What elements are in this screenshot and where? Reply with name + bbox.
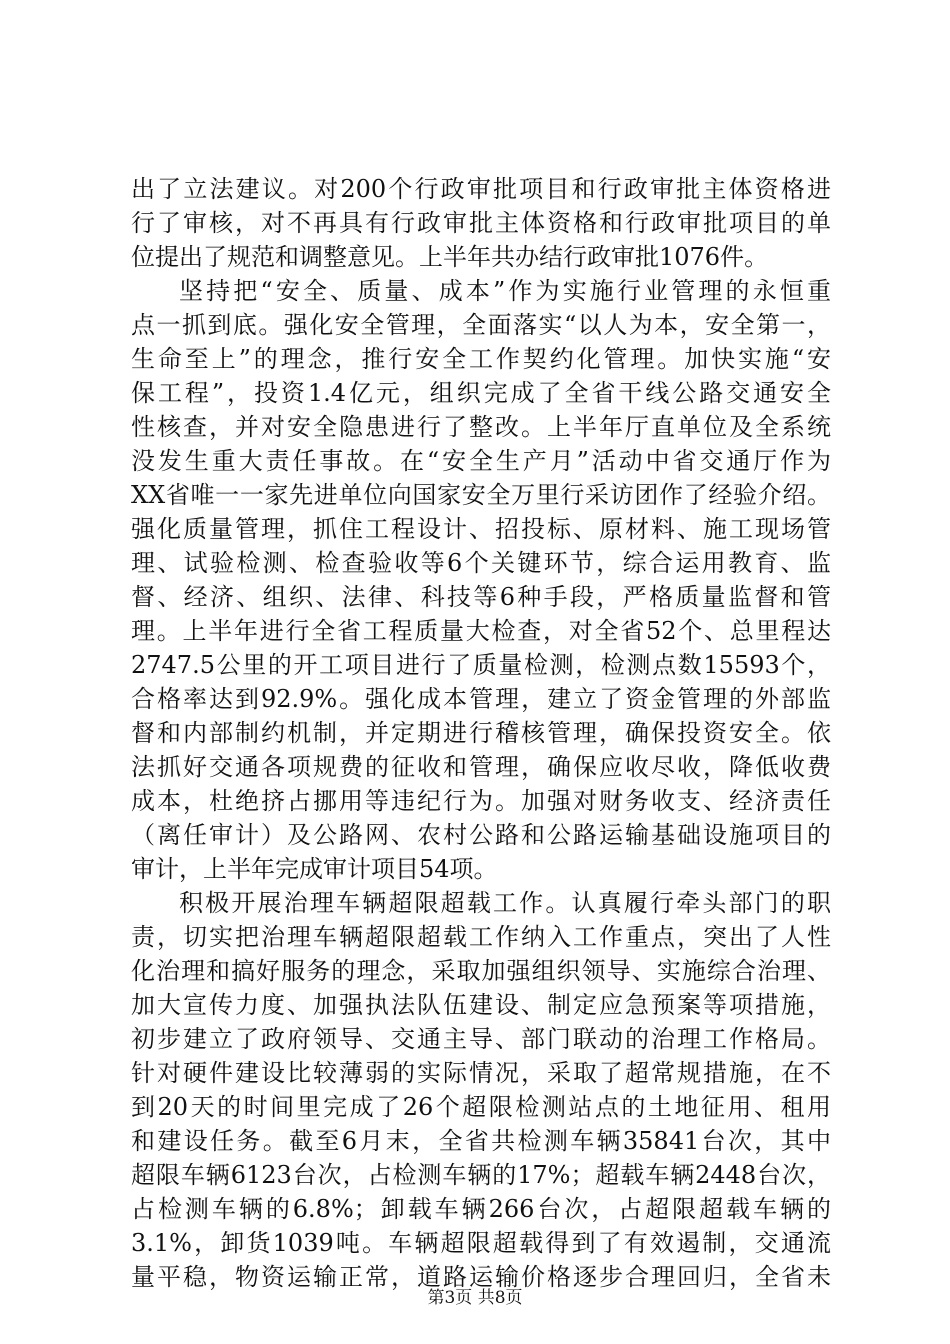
text-line: 法抓好交通各项规费的征收和管理，确保应收尽收，降低收费 <box>131 753 831 781</box>
text-line: 性核查，并对安全隐患进行了整改。上半年厅直单位及全系统 <box>131 413 831 441</box>
text-line: 督和内部制约机制，并定期进行稽核管理，确保投资安全。依 <box>131 719 831 747</box>
text-line: 出了立法建议。对200个行政审批项目和行政审批主体资格进 <box>131 175 831 203</box>
paragraph <box>131 886 831 1294</box>
text-line: 2747.5公里的开工项目进行了质量检测，检测点数15593个， <box>131 651 831 679</box>
document-body <box>131 172 831 1294</box>
text-line: XX省唯一一家先进单位向国家安全万里行采访团作了经验介绍。 <box>131 481 831 509</box>
text-line: 和建设任务。截至6月末，全省共检测车辆35841台次，其中 <box>131 1127 831 1155</box>
text-line: 占检测车辆的6.8%；卸载车辆266台次，占超限超载车辆的 <box>131 1195 831 1223</box>
paragraph <box>131 172 831 274</box>
text-line: 积极开展治理车辆超限超载工作。认真履行牵头部门的职 <box>179 889 831 917</box>
text-line: 责，切实把治理车辆超限超载工作纳入工作重点，突出了人性 <box>131 923 831 951</box>
text-line: 3.1%，卸货1039吨。车辆超限超载得到了有效遏制，交通流 <box>131 1229 831 1257</box>
text-line: 保工程”，投资1.4亿元，组织完成了全省干线公路交通安全 <box>131 379 831 407</box>
text-line: 强化质量管理，抓住工程设计、招投标、原材料、施工现场管 <box>131 515 831 543</box>
text-line: 到20天的时间里完成了26个超限检测站点的土地征用、租用 <box>131 1093 831 1121</box>
text-line: 审计，上半年完成审计项目54项。 <box>131 855 498 883</box>
text-line: （离任审计）及公路网、农村公路和公路运输基础设施项目的 <box>131 821 831 849</box>
text-line: 坚持把“安全、质量、成本”作为实施行业管理的永恒重 <box>179 277 831 305</box>
text-line: 位提出了规范和调整意见。上半年共办结行政审批1076件。 <box>131 243 769 271</box>
text-line: 合格率达到92.9%。强化成本管理，建立了资金管理的外部监 <box>131 685 831 713</box>
paragraph <box>131 274 831 886</box>
text-line: 加大宣传力度、加强执法队伍建设、制定应急预案等项措施， <box>131 991 831 1019</box>
text-line: 成本，杜绝挤占挪用等违纪行为。加强对财务收支、经济责任 <box>131 787 831 815</box>
text-line: 生命至上”的理念，推行安全工作契约化管理。加快实施“安 <box>131 345 831 373</box>
text-line: 初步建立了政府领导、交通主导、部门联动的治理工作格局。 <box>131 1025 831 1053</box>
text-line: 行了审核，对不再具有行政审批主体资格和行政审批项目的单 <box>131 209 831 237</box>
text-line: 理、试验检测、检查验收等6个关键环节，综合运用教育、监 <box>131 549 831 577</box>
page-footer: 第3页 共8页 <box>427 1288 523 1308</box>
text-line: 超限车辆6123台次，占检测车辆的17%；超载车辆2448台次， <box>131 1161 831 1189</box>
text-line: 针对硬件建设比较薄弱的实际情况，采取了超常规措施，在不 <box>131 1059 831 1087</box>
text-line: 理。上半年进行全省工程质量大检查，对全省52个、总里程达 <box>131 617 831 645</box>
text-line: 没发生重大责任事故。在“安全生产月”活动中省交通厅作为 <box>131 447 831 475</box>
text-line: 点一抓到底。强化安全管理，全面落实“以人为本，安全第一， <box>131 311 831 339</box>
text-line: 督、经济、组织、法律、科技等6种手段，严格质量监督和管 <box>131 583 831 611</box>
text-line: 化治理和搞好服务的理念，采取加强组织领导、实施综合治理、 <box>131 957 831 985</box>
text-line: 量平稳，物资运输正常，道路运输价格逐步合理回归，全省未 <box>131 1263 831 1291</box>
